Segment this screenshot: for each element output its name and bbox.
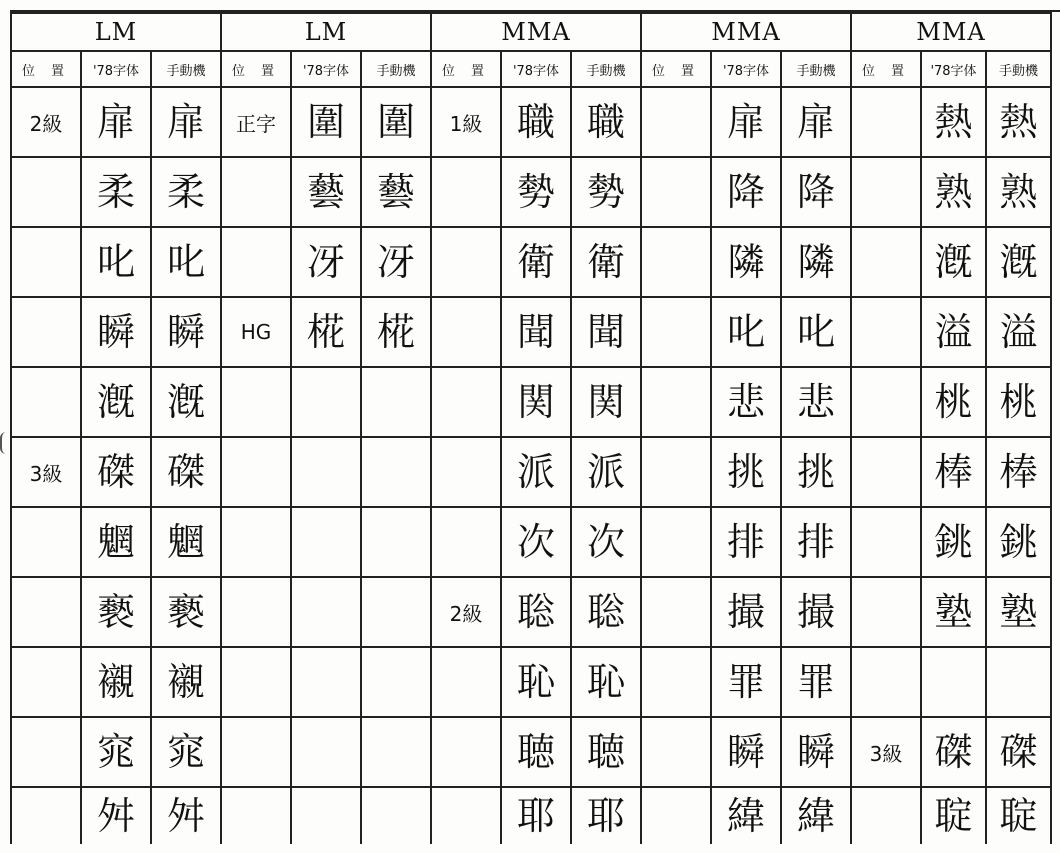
font78-glyph-cell: 耶 (501, 787, 571, 844)
table-row (11, 87, 1051, 157)
manual-machine-header: 手動機 (986, 51, 1051, 87)
font78-glyph-cell (291, 577, 361, 647)
font78-glyph-cell: 聴 (501, 717, 571, 787)
position-cell (221, 437, 291, 507)
position-cell (11, 507, 81, 577)
font78-glyph-cell: 熱 (921, 87, 986, 157)
manual-machine-glyph-cell (361, 647, 431, 717)
position-cell (641, 437, 711, 507)
position-cell (431, 157, 501, 227)
manual-machine-glyph-cell: 磔 (151, 437, 221, 507)
group-header: MMA (851, 13, 1051, 51)
font78-glyph-cell (291, 367, 361, 437)
font78-glyph-cell: 聡 (501, 577, 571, 647)
position-cell (431, 787, 501, 844)
manual-machine-glyph-cell: 熱 (986, 87, 1051, 157)
position-cell (11, 227, 81, 297)
group-header: MMA (641, 13, 851, 51)
position-header: 位 置 (221, 51, 291, 87)
position-cell (11, 297, 81, 367)
table-row (11, 157, 1051, 227)
font78-glyph-cell: 溢 (921, 297, 986, 367)
manual-machine-glyph-cell: 扉 (151, 87, 221, 157)
manual-machine-glyph-cell: 藝 (361, 157, 431, 227)
position-cell (221, 227, 291, 297)
manual-machine-glyph-cell: 恥 (571, 647, 641, 717)
font78-glyph-cell (921, 647, 986, 717)
manual-machine-glyph-cell: 棒 (986, 437, 1051, 507)
manual-machine-glyph-cell: 勢 (571, 157, 641, 227)
manual-machine-glyph-cell (361, 787, 431, 844)
font78-glyph-cell: 磔 (81, 437, 151, 507)
font78-glyph-cell: 熟 (921, 157, 986, 227)
position-cell (851, 367, 921, 437)
position-cell (851, 87, 921, 157)
font78-glyph-cell: 窕 (81, 717, 151, 787)
font78-glyph-cell: 聞 (501, 297, 571, 367)
manual-machine-glyph-cell: 窕 (151, 717, 221, 787)
position-cell (221, 157, 291, 227)
position-cell (641, 507, 711, 577)
manual-machine-glyph-cell: 塾 (986, 577, 1051, 647)
kanji-comparison-table (10, 12, 1052, 844)
manual-machine-glyph-cell: 漑 (986, 227, 1051, 297)
manual-machine-glyph-cell: 銚 (986, 507, 1051, 577)
table-row (11, 577, 1051, 647)
position-cell (221, 577, 291, 647)
position-cell (221, 507, 291, 577)
manual-machine-glyph-cell: 褻 (151, 577, 221, 647)
font78-glyph-cell: 職 (501, 87, 571, 157)
position-cell (11, 577, 81, 647)
table-row (11, 507, 1051, 577)
page-edge-mark (0, 432, 8, 454)
font78-glyph-cell: 隣 (711, 227, 781, 297)
position-cell (851, 787, 921, 844)
position-cell (851, 297, 921, 367)
font78-header: '78字体 (291, 51, 361, 87)
manual-machine-glyph-cell: 魍 (151, 507, 221, 577)
position-cell (641, 297, 711, 367)
table-body (11, 87, 1051, 844)
position-cell: 正字 (221, 87, 291, 157)
position-cell (431, 227, 501, 297)
table-row (11, 787, 1051, 844)
table-row (11, 297, 1051, 367)
font78-header: '78字体 (921, 51, 986, 87)
manual-machine-header: 手動機 (151, 51, 221, 87)
manual-machine-glyph-cell: 関 (571, 367, 641, 437)
font78-glyph-cell: 関 (501, 367, 571, 437)
position-cell (431, 367, 501, 437)
group-header-row (11, 13, 1051, 51)
manual-machine-glyph-cell: 圍 (361, 87, 431, 157)
table-row (11, 227, 1051, 297)
position-cell (431, 717, 501, 787)
table-row (11, 367, 1051, 437)
manual-machine-glyph-cell: 撮 (781, 577, 851, 647)
font78-glyph-cell: 塾 (921, 577, 986, 647)
position-cell (431, 297, 501, 367)
position-cell (851, 507, 921, 577)
font78-glyph-cell: 冴 (291, 227, 361, 297)
font78-glyph-cell: 派 (501, 437, 571, 507)
manual-machine-glyph-cell: 漑 (151, 367, 221, 437)
font78-glyph-cell: 挑 (711, 437, 781, 507)
font78-glyph-cell: 撮 (711, 577, 781, 647)
manual-machine-glyph-cell: 衛 (571, 227, 641, 297)
position-cell (641, 227, 711, 297)
manual-machine-glyph-cell (361, 717, 431, 787)
position-cell (641, 87, 711, 157)
manual-machine-glyph-cell: 聞 (571, 297, 641, 367)
manual-machine-glyph-cell: 聴 (571, 717, 641, 787)
font78-header: '78字体 (501, 51, 571, 87)
position-header: 位 置 (431, 51, 501, 87)
manual-machine-glyph-cell: 瞬 (151, 297, 221, 367)
manual-machine-glyph-cell: 磔 (986, 717, 1051, 787)
manual-machine-glyph-cell: 熟 (986, 157, 1051, 227)
font78-glyph-cell: 圍 (291, 87, 361, 157)
group-header: MMA (431, 13, 641, 51)
manual-machine-glyph-cell: 罪 (781, 647, 851, 717)
manual-machine-glyph-cell: 桃 (986, 367, 1051, 437)
position-cell: 3級 (851, 717, 921, 787)
group-header: LM (11, 13, 221, 51)
column-header-row (11, 51, 1051, 87)
font78-glyph-cell: 叱 (81, 227, 151, 297)
manual-machine-glyph-cell: 聡 (571, 577, 641, 647)
font78-glyph-cell: 罪 (711, 647, 781, 717)
position-cell (851, 647, 921, 717)
position-cell (221, 787, 291, 844)
manual-machine-glyph-cell: 冴 (361, 227, 431, 297)
font78-glyph-cell: 瞬 (81, 297, 151, 367)
manual-machine-glyph-cell (361, 367, 431, 437)
manual-machine-glyph-cell: 次 (571, 507, 641, 577)
position-cell (11, 157, 81, 227)
manual-machine-glyph-cell (986, 647, 1051, 717)
font78-glyph-cell: 褻 (81, 577, 151, 647)
manual-machine-glyph-cell: 悲 (781, 367, 851, 437)
position-header: 位 置 (851, 51, 921, 87)
manual-machine-glyph-cell: 叱 (151, 227, 221, 297)
manual-machine-header: 手動機 (361, 51, 431, 87)
font78-glyph-cell: 衛 (501, 227, 571, 297)
font78-glyph-cell (291, 717, 361, 787)
font78-glyph-cell: 襯 (81, 647, 151, 717)
position-cell: 3級 (11, 437, 81, 507)
font78-glyph-cell (291, 787, 361, 844)
table-row (11, 647, 1051, 717)
manual-machine-glyph-cell: 叱 (781, 297, 851, 367)
font78-glyph-cell: 悲 (711, 367, 781, 437)
font78-glyph-cell (291, 437, 361, 507)
manual-machine-glyph-cell (361, 577, 431, 647)
font78-glyph-cell: 銚 (921, 507, 986, 577)
font78-glyph-cell: 聢 (921, 787, 986, 844)
font78-glyph-cell: 椛 (291, 297, 361, 367)
manual-machine-glyph-cell: 耶 (571, 787, 641, 844)
position-cell (851, 437, 921, 507)
position-cell: 2級 (431, 577, 501, 647)
position-cell (11, 647, 81, 717)
manual-machine-glyph-cell: 派 (571, 437, 641, 507)
manual-machine-glyph-cell: 襯 (151, 647, 221, 717)
font78-glyph-cell: 降 (711, 157, 781, 227)
font78-glyph-cell: 棒 (921, 437, 986, 507)
manual-machine-glyph-cell: 職 (571, 87, 641, 157)
position-cell: 2級 (11, 87, 81, 157)
manual-machine-glyph-cell (361, 437, 431, 507)
font78-header: '78字体 (711, 51, 781, 87)
font78-glyph-cell: 瞬 (711, 717, 781, 787)
position-cell (221, 717, 291, 787)
position-cell (641, 647, 711, 717)
font78-glyph-cell: 柔 (81, 157, 151, 227)
position-header: 位 置 (11, 51, 81, 87)
manual-machine-glyph-cell: 挑 (781, 437, 851, 507)
group-header: LM (221, 13, 431, 51)
font78-glyph-cell: 叱 (711, 297, 781, 367)
font78-glyph-cell: 桃 (921, 367, 986, 437)
manual-machine-glyph-cell: 聢 (986, 787, 1051, 844)
font78-glyph-cell (291, 507, 361, 577)
position-cell (11, 367, 81, 437)
font78-glyph-cell: 漑 (921, 227, 986, 297)
manual-machine-glyph-cell (361, 507, 431, 577)
position-header: 位 置 (641, 51, 711, 87)
font78-glyph-cell: 魍 (81, 507, 151, 577)
font78-header: '78字体 (81, 51, 151, 87)
position-cell (641, 367, 711, 437)
font78-glyph-cell: 磔 (921, 717, 986, 787)
position-cell (11, 717, 81, 787)
font78-glyph-cell: 排 (711, 507, 781, 577)
font78-glyph-cell: 勢 (501, 157, 571, 227)
position-cell (431, 437, 501, 507)
position-cell (641, 157, 711, 227)
position-cell (221, 367, 291, 437)
position-cell (641, 577, 711, 647)
font78-glyph-cell: 扉 (711, 87, 781, 157)
manual-machine-glyph-cell: 柔 (151, 157, 221, 227)
manual-machine-glyph-cell: 緯 (781, 787, 851, 844)
font78-glyph-cell: 藝 (291, 157, 361, 227)
position-cell: HG (221, 297, 291, 367)
position-cell (851, 577, 921, 647)
font78-glyph-cell: 漑 (81, 367, 151, 437)
table-row (11, 437, 1051, 507)
manual-machine-glyph-cell: 隣 (781, 227, 851, 297)
position-cell: 1級 (431, 87, 501, 157)
manual-machine-glyph-cell: 舛 (151, 787, 221, 844)
position-cell (221, 647, 291, 717)
position-cell (851, 227, 921, 297)
font78-glyph-cell (291, 647, 361, 717)
font78-glyph-cell: 舛 (81, 787, 151, 844)
manual-machine-glyph-cell: 椛 (361, 297, 431, 367)
manual-machine-glyph-cell: 扉 (781, 87, 851, 157)
font78-glyph-cell: 次 (501, 507, 571, 577)
table-row (11, 717, 1051, 787)
manual-machine-glyph-cell: 溢 (986, 297, 1051, 367)
manual-machine-header: 手動機 (781, 51, 851, 87)
manual-machine-glyph-cell: 排 (781, 507, 851, 577)
font78-glyph-cell: 恥 (501, 647, 571, 717)
position-cell (641, 717, 711, 787)
position-cell (11, 787, 81, 844)
manual-machine-header: 手動機 (571, 51, 641, 87)
position-cell (431, 647, 501, 717)
position-cell (641, 787, 711, 844)
position-cell (431, 507, 501, 577)
manual-machine-glyph-cell: 瞬 (781, 717, 851, 787)
position-cell (851, 157, 921, 227)
font78-glyph-cell: 緯 (711, 787, 781, 844)
font78-glyph-cell: 扉 (81, 87, 151, 157)
manual-machine-glyph-cell: 降 (781, 157, 851, 227)
